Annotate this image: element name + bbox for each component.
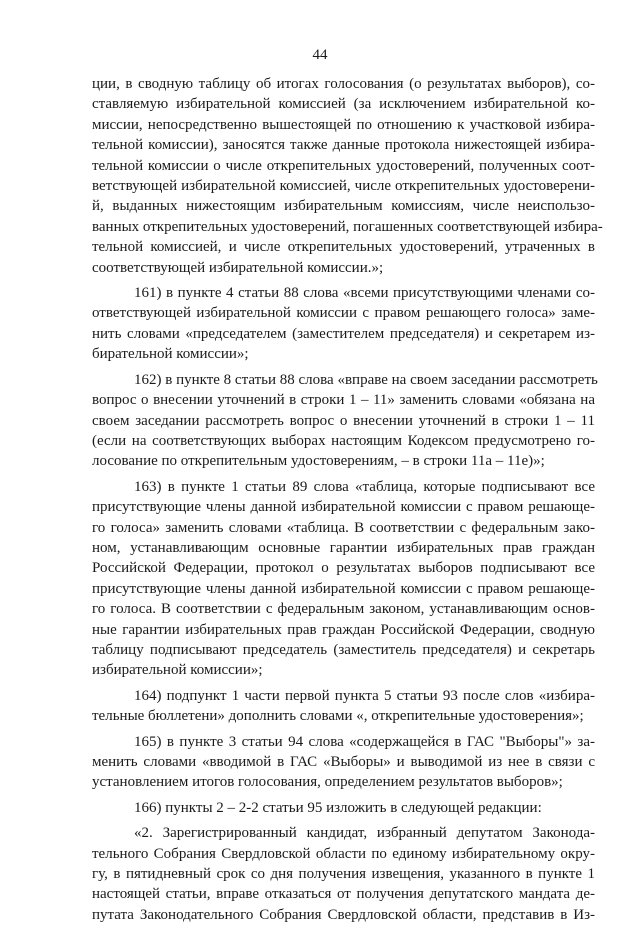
text-line: Российской Федерации, протокол о результатах выборов подписывают все [92,560,595,577]
text-line: тельной комиссии о числе открепительных удостоверений, полученных соот- [92,157,595,174]
text-line: таблицу подписывают председатель (заместитель председателя) и секретарь [92,641,595,658]
text-line: тельного Собрания Свердловской области по единому избирательному окру- [92,845,595,862]
text-line: ставляемую избирательной комиссией (за исключением избирательной ко- [92,96,595,113]
paragraph [92,370,598,472]
text-line: 161) в пункте 4 статьи 88 слова «всеми присутствующими членами со- [134,285,595,302]
document-body [92,74,603,930]
text-line: ные гарантии избирательных прав граждан Российской Федерации, сводную [92,621,595,638]
text-line: тельные бюллетени» дополнить словами «, открепительные удостоверения»; [92,708,584,725]
paragraph [92,686,595,727]
text-line: 164) подпункт 1 части первой пункта 5 статьи 93 после слов «избира- [134,687,595,704]
text-line: миссии, непосредственно вышестоящей по отношению к участковой избира- [92,116,595,133]
paragraph [92,823,595,925]
text-line: вопрос о внесении уточнений в строки 1 – 11» заменить словами «обязана на [92,392,595,409]
text-line: 165) в пункте 3 статьи 94 слова «содержащейся в ГАС "Выборы"» за- [134,733,595,750]
text-line: настоящей статьи, вправе отказаться от получения депутатского мандата де- [92,886,595,903]
text-line: ном, устанавливающим основные гарантии избирательных прав граждан [92,539,595,556]
paragraph [92,477,595,681]
text-line: менить словами «вводимой в ГАС «Выборы» и выводимой из нее в связи с [92,754,595,770]
text-line: го голоса» заменить словами «таблица. В соответствии с федеральным зако- [92,519,595,536]
text-line: 162) в пункте 8 статьи 88 слова «вправе на своем заседании рассмотреть [134,371,598,388]
text-line: ответствующей избирательной комиссии с правом решающего голоса» заме- [92,305,595,322]
paragraph [92,798,595,818]
paragraph [92,283,595,365]
text-line: ции, в сводную таблицу об итогах голосования (о результатах выборов), со- [92,76,595,92]
text-line: установлением итогов голосования, определением результатов выборов»; [92,774,563,791]
text-line: (если на соответствующих выборах настоящим Кодексом предусмотрено го- [92,432,595,449]
text-line: «2. Зарегистрированный кандидат, избранный депутатом Законода- [134,825,595,842]
text-line: присутствующие члены данной избирательной комиссии с правом решающе- [92,580,595,597]
text-line: ванных открепительных удостоверений, погашенных соответствующей избира- [92,218,603,235]
paragraph [92,74,603,278]
text-line: тельной комиссией, и числе открепительных удостоверений, утраченных в [92,239,595,256]
text-line: избирательной комиссии»; [92,662,263,679]
text-line: бирательной комиссии»; [92,346,249,363]
text-line: присутствующие члены данной избирательной комиссии с правом решающе- [92,499,595,516]
paragraph [92,732,595,793]
text-line: нить словами «председателем (заместителем председателя) и секретарем из- [92,325,595,342]
text-line: тельной комиссии), заносятся также данные протокола нижестоящей избира- [92,137,595,154]
page-number: 44 [312,47,328,63]
text-line: й, выданных нижестоящим избирательным комиссиям, числе неиспользо- [92,198,595,215]
text-line: лосование по открепительным удостоверениям, – в строки 11а – 11е)»; [92,453,545,470]
text-line: своем заседании рассмотреть вопрос о внесении уточнений в строки 1 – 11 [92,412,595,429]
text-line: гу, в пятидневный срок со дня получения извещения, указанного в пункте 1 [92,866,595,883]
text-line: соответствующей избирательной комиссии.»; [92,259,384,276]
text-line: 166) пункты 2 – 2-2 статьи 95 изложить в следующей редакции: [134,799,542,816]
text-line: го голоса. В соответствии с федеральным законом, устанавливающим основ- [92,601,595,618]
text-line: путата Законодательного Собрания Свердловской области, представив в Из- [92,906,595,923]
text-line: ветствующей избирательной комиссией, числе открепительных удостоверени- [92,178,595,195]
text-line: 163) в пункте 1 статьи 89 слова «таблица, которые подписывают все [134,478,595,495]
